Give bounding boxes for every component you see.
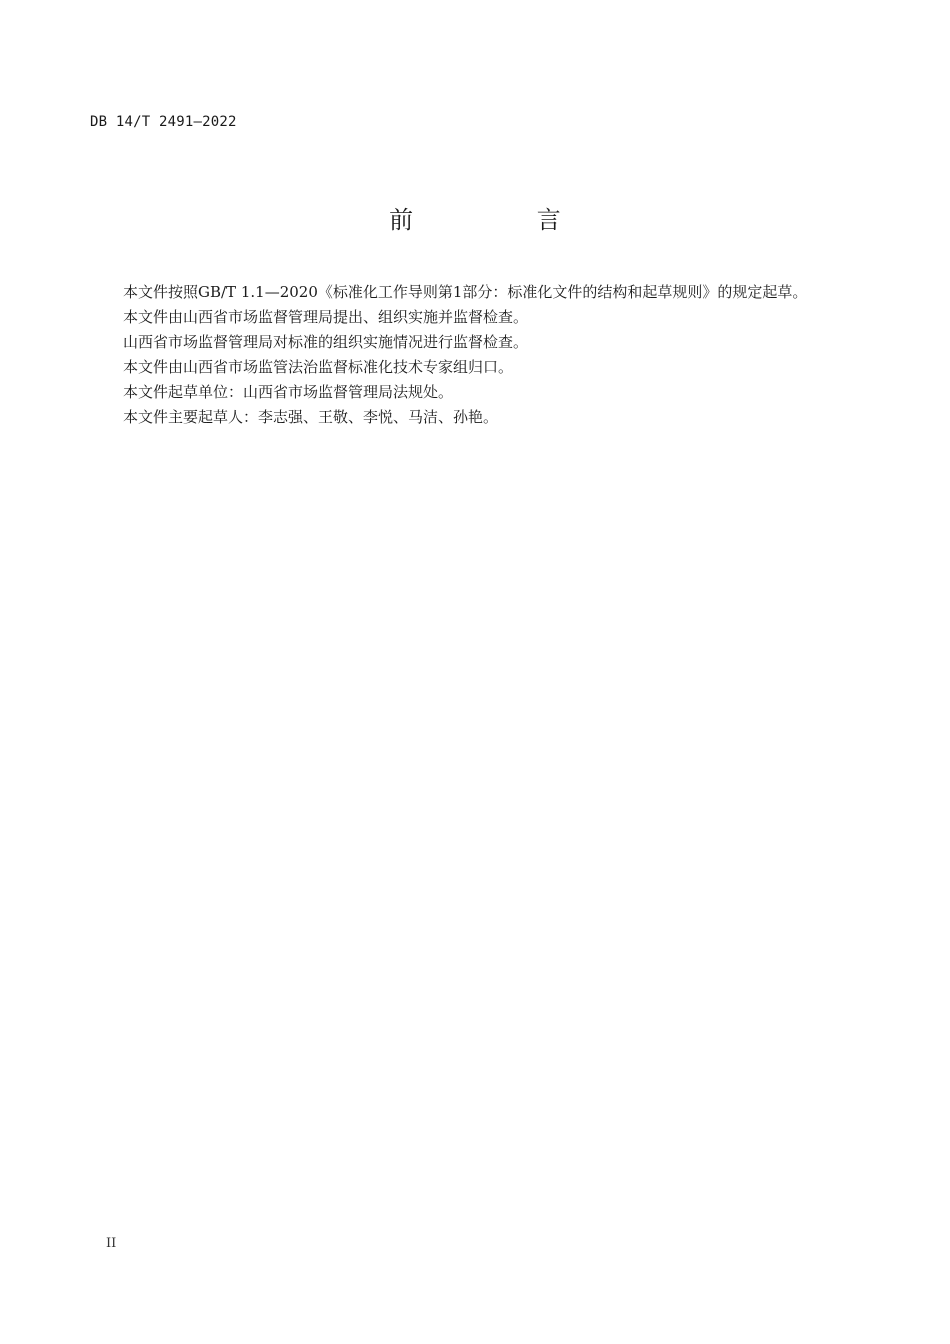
paragraph-supervision: 山西省市场监督管理局对标准的组织实施情况进行监督检查。 [123,333,529,351]
page-number: II [106,1236,117,1251]
document-code: DB 14/T 2491—2022 [90,114,237,130]
foreword-body [90,280,852,430]
paragraph-drafting-rules: 本文件按照GB/T 1.1—2020《标准化工作导则第1部分：标准化文件的结构和起草规则》的规定起草。 [123,283,808,301]
page-title: 前 言 [389,206,619,234]
paragraph-centralized-unit: 本文件由山西省市场监管法治监督标准化技术专家组归口。 [123,358,514,376]
paragraph-proposer: 本文件由山西省市场监督管理局提出、组织实施并监督检查。 [123,308,529,326]
paragraph-drafting-unit: 本文件起草单位：山西省市场监督管理局法规处。 [123,383,454,401]
paragraph-drafters: 本文件主要起草人：李志强、王敬、李悦、马洁、孙艳。 [123,408,499,426]
